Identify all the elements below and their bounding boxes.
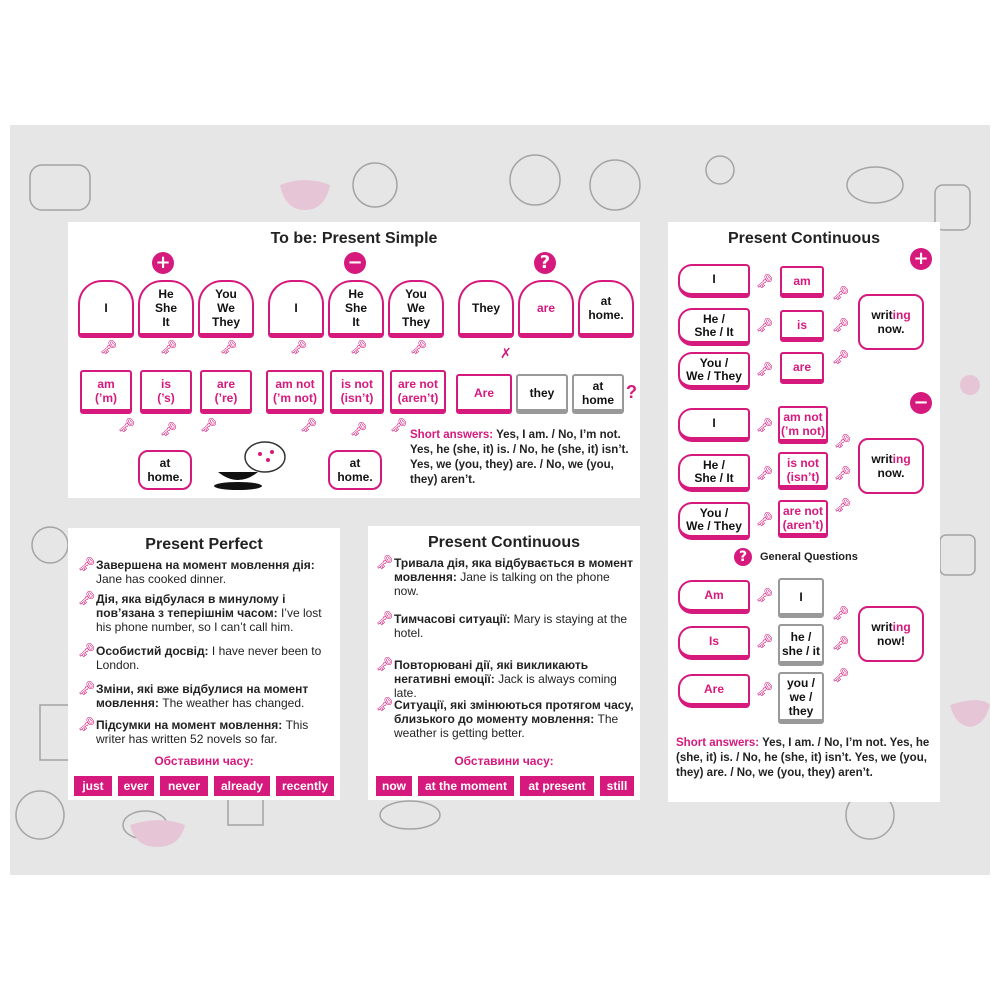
key-icon: 🗝 <box>832 286 850 302</box>
key-icon: 🗝 <box>832 668 850 684</box>
plus-sign-icon: + <box>152 252 174 274</box>
time-marker-tag: now <box>376 776 412 796</box>
question-box: Are <box>456 374 512 414</box>
verb-form-box: is not (isn’t) <box>330 370 384 414</box>
key-icon: 🗝 <box>756 682 774 698</box>
pronoun-pill: He / She / It <box>678 454 750 492</box>
pronoun-box: you / we / they <box>778 672 824 724</box>
verb-tail: now! <box>877 634 905 648</box>
key-icon: 🗝 <box>350 340 368 356</box>
rule-example: The weather is getting better. <box>394 712 619 740</box>
verb-stem: writ <box>871 452 893 466</box>
verb-stem: writ <box>871 308 893 322</box>
time-marker-tag: never <box>160 776 208 796</box>
verb-form-box: am (’m) <box>80 370 132 414</box>
pronoun-box: I <box>778 578 824 618</box>
key-icon: 🗝 <box>834 466 852 482</box>
verb-form-box: is not (isn’t) <box>778 452 828 490</box>
rule-heading: Повторювані дії, які викликають негативні емоції: <box>394 658 589 686</box>
rule-heading: Підсумки на момент мовлення: <box>96 718 283 732</box>
rule-item <box>78 643 336 672</box>
ing-suffix: ing <box>892 308 911 322</box>
verb-form-box: are (’re) <box>200 370 252 414</box>
pronoun-arch: I <box>78 280 134 338</box>
question-arch: are <box>518 280 574 338</box>
short-answers-label: Short answers: <box>410 429 494 441</box>
pronoun-pill: You / We / They <box>678 502 750 540</box>
key-icon: 🗝 <box>756 274 774 290</box>
time-marker-tag: at the moment <box>418 776 514 796</box>
rule-heading: Тимчасові ситуації: <box>394 612 511 626</box>
key-bullet-icon: 🗝 <box>376 555 394 571</box>
rule-item <box>376 611 636 640</box>
time-marker-tag: still <box>600 776 634 796</box>
pronoun-box: he / she / it <box>778 624 824 666</box>
plus-sign-icon: + <box>910 248 932 270</box>
verb-stem: writ <box>871 620 893 634</box>
key-icon: 🗝 <box>834 434 852 450</box>
rule-example: I’ve lost his phone number, so I can’t call him. <box>96 606 322 634</box>
key-bullet-icon: 🗝 <box>78 557 96 573</box>
question-sign-icon: ? <box>734 548 752 566</box>
pronoun-arch: You We They <box>388 280 444 338</box>
question-box: they <box>516 374 568 414</box>
rule-heading: Ситуації, які змінюються протягом часу, близького до моменту мовлення: <box>394 698 634 726</box>
verb-tail: now. <box>877 322 905 336</box>
key-icon: 🗝 <box>756 634 774 650</box>
key-icon: 🗝 <box>220 340 238 356</box>
rule-item <box>376 555 636 598</box>
key-icon: 🗝 <box>834 498 852 514</box>
key-icon: 🗝 <box>290 340 308 356</box>
rule-item <box>78 557 336 586</box>
verb-form-box: am not (’m not) <box>778 406 828 444</box>
short-answers-text: Yes, I am. / No, I’m not. Yes, he (she, it) is. / No, he (she, it) isn’t. Yes, we (you, they) are. / No, we (you, they) aren’t. <box>410 429 629 486</box>
to-be-present-simple-panel <box>68 222 640 498</box>
pronoun-arch: You We They <box>198 280 254 338</box>
aux-pill: Are <box>678 674 750 708</box>
present-continuous-chart-panel <box>668 222 940 802</box>
key-icon: 🗝 <box>100 340 118 356</box>
pronoun-arch: He She It <box>138 280 194 338</box>
time-markers-title: Обставини часу: <box>154 754 254 768</box>
verb-form-box: are <box>780 352 824 384</box>
key-icon: 🗝 <box>200 418 218 434</box>
key-icon: 🗝 <box>300 418 318 434</box>
place-box-plus: at home. <box>138 450 192 490</box>
to-be-title: To be: Present Simple <box>270 230 438 247</box>
rule-item <box>78 681 336 710</box>
rule-example: I have never been to London. <box>96 644 322 672</box>
present-continuous-rules-panel <box>368 526 640 800</box>
rule-example: Jane is talking on the phone now. <box>394 570 610 598</box>
key-icon: 🗝 <box>756 418 774 434</box>
verb-form-box: are not (aren’t) <box>778 500 828 538</box>
rule-item <box>78 591 336 634</box>
pronoun-pill: You / We / They <box>678 352 750 390</box>
present-perfect-panel <box>68 528 340 800</box>
pronoun-pill: He / She / It <box>678 308 750 346</box>
verb-form-box: is (’s) <box>140 370 192 414</box>
key-bullet-icon: 🗝 <box>78 591 96 607</box>
time-marker-tag: already <box>214 776 270 796</box>
rule-example: This writer has written 52 novels so far. <box>96 718 309 746</box>
time-marker-tag: recently <box>276 776 334 796</box>
key-icon: 🗝 <box>756 318 774 334</box>
rule-example: Jack is always coming late. <box>394 672 617 700</box>
present-perfect-title: Present Perfect <box>145 536 263 553</box>
verb-ing-box <box>858 294 924 350</box>
key-icon: 🗝 <box>118 418 136 434</box>
short-answers <box>410 428 636 488</box>
time-marker-tag: just <box>74 776 112 796</box>
key-icon: 🗝 <box>410 340 428 356</box>
question-arch: at home. <box>578 280 634 338</box>
minus-sign-icon: − <box>344 252 366 274</box>
key-bullet-icon: 🗝 <box>78 681 96 697</box>
key-icon: 🗝 <box>832 318 850 334</box>
key-icon: 🗝 <box>832 636 850 652</box>
verb-ing-box <box>858 438 924 494</box>
pronoun-arch: He She It <box>328 280 384 338</box>
aux-pill: Is <box>678 626 750 660</box>
verb-ing-box <box>858 606 924 662</box>
ing-suffix: ing <box>892 452 911 466</box>
key-bullet-icon: 🗝 <box>376 697 394 713</box>
key-icon: 🗝 <box>390 418 408 434</box>
rule-heading: Тривала дія, яка відбувається в момент мовлення: <box>394 556 634 584</box>
rule-item <box>78 717 336 746</box>
rule-heading: Зміни, які вже відбулися на момент мовлення: <box>96 682 309 710</box>
pronoun-arch: I <box>268 280 324 338</box>
key-icon: 🗝 <box>160 422 178 438</box>
question-sign-icon: ? <box>534 252 556 274</box>
key-icon: 🗝 <box>832 606 850 622</box>
minus-sign-icon: − <box>910 392 932 414</box>
place-box-minus: at home. <box>328 450 382 490</box>
present-continuous-chart-title: Present Continuous <box>727 230 880 247</box>
verb-form-box: are not (aren’t) <box>390 370 446 414</box>
key-icon: 🗝 <box>756 512 774 528</box>
verb-tail: now. <box>877 466 905 480</box>
key-bullet-icon: 🗝 <box>78 643 96 659</box>
rule-heading: Дія, яка відбулася в минулому і пов’язана з теперішнім часом: <box>96 592 286 620</box>
key-icon: 🗝 <box>160 340 178 356</box>
rule-example: The weather has changed. <box>158 696 305 710</box>
key-icon: 🗝 <box>832 350 850 366</box>
key-icon: 🗝 <box>756 362 774 378</box>
time-marker-tag: ever <box>118 776 154 796</box>
rule-heading: Особистий досвід: <box>96 644 209 658</box>
key-bullet-icon: 🗝 <box>376 657 394 673</box>
question-box: at home <box>572 374 624 414</box>
key-icon: 🗝 <box>756 588 774 604</box>
crossed-keys-icon: ✗ <box>500 346 512 362</box>
short-answers-text: Yes, I am. / No, I’m not. Yes, he (she, it) is. / No, he (she, it) isn’t. Yes, we (you, they) are. / No, we (you, they) aren’t. <box>676 737 930 779</box>
rule-heading: Завершена на момент мовлення дія: <box>96 558 315 572</box>
verb-form-box: is <box>780 310 824 342</box>
verb-form-box: am not (’m not) <box>266 370 324 414</box>
time-markers-title: Обставини часу: <box>454 754 554 768</box>
key-bullet-icon: 🗝 <box>78 717 96 733</box>
question-arch: They <box>458 280 514 338</box>
ing-suffix: ing <box>892 620 911 634</box>
rule-example: Jane has cooked dinner. <box>96 572 227 586</box>
teapot-and-cup-icon <box>210 432 290 492</box>
present-continuous-rules-title: Present Continuous <box>427 534 580 551</box>
aux-pill: Am <box>678 580 750 614</box>
key-icon: 🗝 <box>756 466 774 482</box>
key-bullet-icon: 🗝 <box>376 611 394 627</box>
pronoun-pill: I <box>678 408 750 442</box>
short-answers-label: Short answers: <box>676 737 760 749</box>
question-mark: ? <box>626 382 637 402</box>
verb-form-box: am <box>780 266 824 298</box>
rule-example: Mary is staying at the hotel. <box>394 612 628 640</box>
key-icon: 🗝 <box>350 422 368 438</box>
short-answers <box>676 736 934 781</box>
time-marker-tag: at present <box>520 776 594 796</box>
general-questions-label: General Questions <box>760 551 858 563</box>
rule-item <box>376 697 636 740</box>
pronoun-pill: I <box>678 264 750 298</box>
rule-item <box>376 657 636 700</box>
